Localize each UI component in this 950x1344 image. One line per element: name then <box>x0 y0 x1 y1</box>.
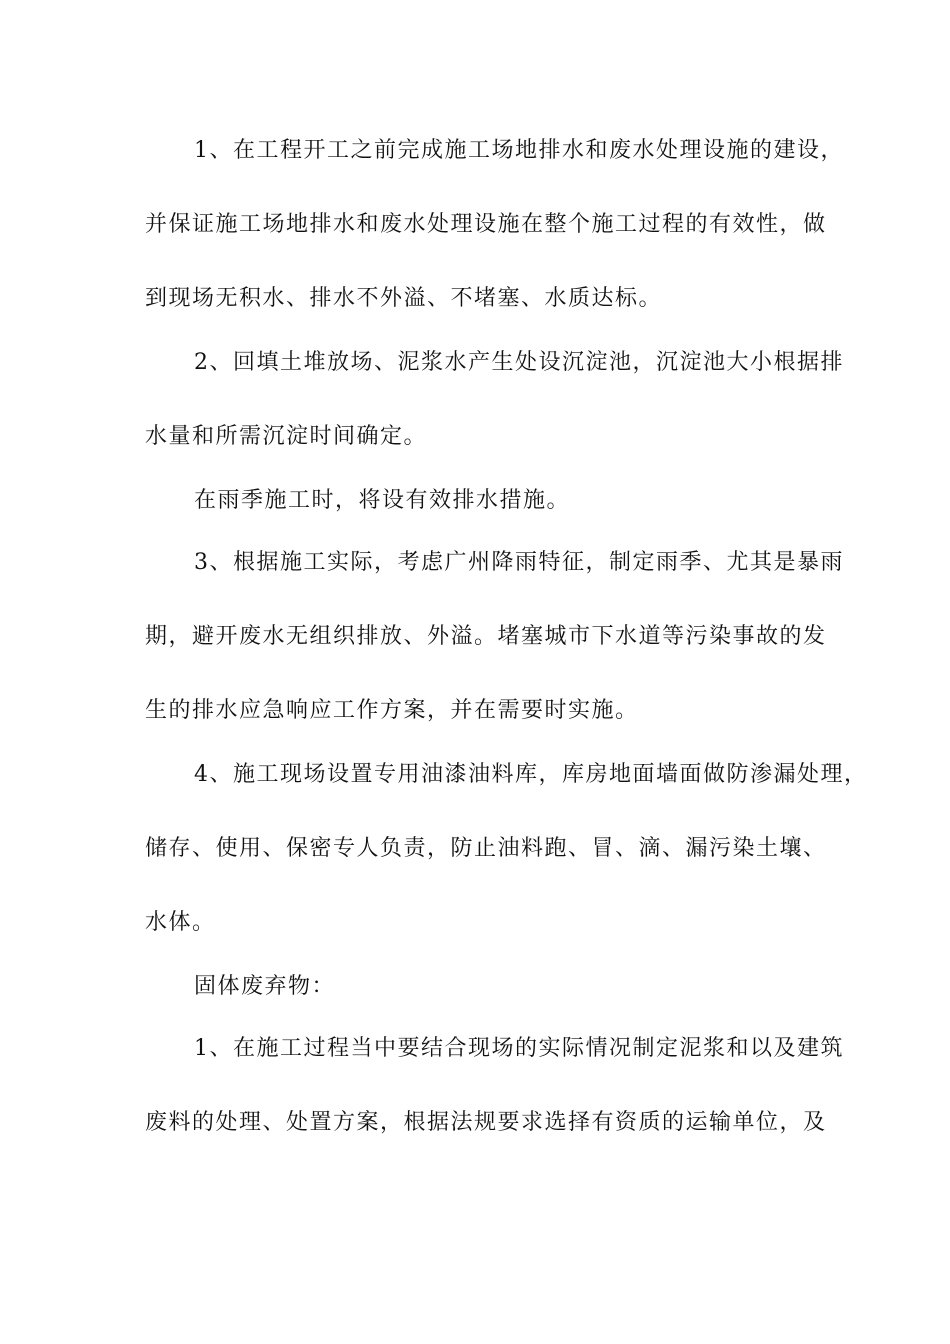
text-line: 到现场无积水、排水不外溢、不堵塞、水质达标。 <box>145 286 663 311</box>
text-line: 并保证施工场地排水和废水处理设施在整个施工过程的有效性，做 <box>145 212 827 237</box>
text-line: 2、回填土堆放场、泥浆水产生处设沉淀池，沉淀池大小根据排 <box>194 350 844 375</box>
text-line: 4、施工现场设置专用油漆油料库，库房地面墙面做防渗漏处理， <box>194 762 868 787</box>
text-line: 储存、使用、保密专人负责，防止油料跑、冒、滴、漏污染土壤、 <box>145 836 827 861</box>
text-line: 1、在施工过程当中要结合现场的实际情况制定泥浆和以及建筑 <box>194 1036 844 1061</box>
text-line: 水量和所需沉淀时间确定。 <box>145 424 428 449</box>
text-line: 水体。 <box>145 910 216 935</box>
text-line: 1、在工程开工之前完成施工场地排水和废水处理设施的建设， <box>194 138 844 163</box>
text-line: 在雨季施工时，将设有效排水措施。 <box>194 488 571 513</box>
text-line: 生的排水应急响应工作方案，并在需要时实施。 <box>145 698 639 723</box>
text-line: 期，避开废水无组织排放、外溢。堵塞城市下水道等污染事故的发 <box>145 624 827 649</box>
section-heading: 固体废弃物： <box>194 974 336 999</box>
text-line: 3、根据施工实际，考虑广州降雨特征，制定雨季、尤其是暴雨 <box>194 550 844 575</box>
text-line: 废料的处理、处置方案，根据法规要求选择有资质的运输单位，及 <box>145 1110 827 1135</box>
